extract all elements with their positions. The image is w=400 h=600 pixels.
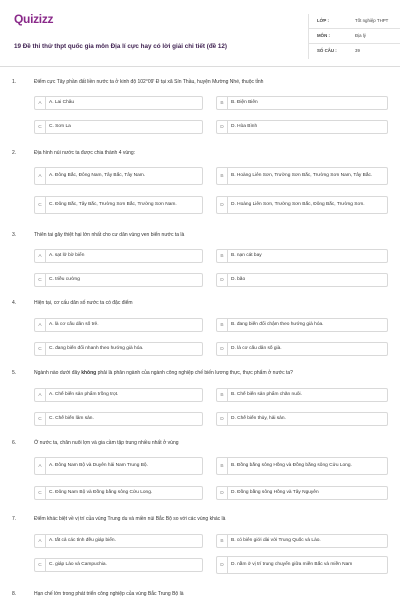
option-a[interactable]	[34, 249, 203, 263]
option-c[interactable]	[34, 412, 203, 426]
question-text	[34, 370, 388, 376]
option-letter: B	[217, 168, 228, 184]
option-text: D. Chế biến thủy, hải sản.	[231, 416, 286, 422]
option-d[interactable]	[216, 412, 388, 426]
question-text: Hiện tại, cơ cấu dân số nước ta có đặc điểm	[34, 300, 133, 306]
option-b[interactable]	[216, 534, 388, 548]
option-text: C. triều cường	[49, 277, 80, 283]
option-text: D. Đồng bằng sông Hồng và Tây Nguyên	[231, 490, 319, 496]
option-letter: C	[35, 559, 46, 571]
option-text: A. là cơ cấu dân số trẻ.	[49, 322, 99, 328]
option-text: A. Chế biến sản phẩm trồng trọt.	[49, 392, 119, 398]
option-letter: C	[35, 197, 46, 213]
option-text: A. Lai Châu	[49, 100, 75, 106]
option-letter: D	[217, 121, 228, 133]
option-a[interactable]	[34, 534, 203, 548]
option-text: A. Đông Nam Bộ và Duyên hải Nam Trung Bộ.	[49, 463, 148, 469]
option-letter: B	[217, 319, 228, 331]
option-letter: A	[35, 168, 46, 184]
option-text: D. nằm ở vị trí trung chuyển giữa miền Bắc và miền Nam	[231, 562, 353, 568]
option-d[interactable]	[216, 486, 388, 500]
option-letter: A	[35, 97, 46, 109]
option-text: C. Đông Bắc, Tây Bắc, Trường Sơn Bắc, Trường Sơn Nam.	[49, 202, 177, 208]
option-letter: D	[217, 343, 228, 355]
meta-row-question-count	[309, 44, 400, 59]
option-text: C. Đông Nam Bộ và Đồng bằng sông Cửu Long.	[49, 490, 153, 496]
question-text: Địa hình núi nước ta được chia thành 4 vùng:	[34, 150, 136, 156]
option-a[interactable]	[34, 457, 203, 475]
option-d[interactable]	[216, 196, 388, 214]
meta-row-subject	[309, 29, 400, 44]
option-b[interactable]	[216, 96, 388, 110]
option-b[interactable]	[216, 167, 388, 185]
meta-value-question-count: 39	[355, 48, 360, 53]
option-text: A. sạt lở bờ biển	[49, 253, 85, 259]
question-text: Thiên tai gây thiệt hại lớn nhất cho cư dân vùng ven biển nước ta là	[34, 232, 185, 238]
option-text: D. bão	[231, 277, 246, 283]
question-number: 3.	[12, 232, 17, 238]
option-letter: A	[35, 389, 46, 401]
header-divider	[0, 66, 400, 67]
option-letter: D	[217, 557, 228, 573]
question-text: Ở nước ta, chăn nuôi lợn và gia cầm tập trung nhiều nhất ở vùng	[34, 440, 179, 446]
option-letter: A	[35, 250, 46, 262]
option-a[interactable]	[34, 96, 203, 110]
option-b[interactable]	[216, 457, 388, 475]
option-b[interactable]	[216, 249, 388, 263]
option-letter: C	[35, 121, 46, 133]
meta-value-subject: Địa lý	[355, 33, 366, 38]
meta-label-subject: MÔN :	[317, 33, 330, 38]
option-letter: D	[217, 487, 228, 499]
option-text: B. đang biến đổi chậm theo hướng già hóa.	[231, 322, 324, 328]
meta-label-question-count: SỐ CÂU :	[317, 48, 337, 53]
option-text: B. nạn cát bay	[231, 253, 262, 259]
option-d[interactable]	[216, 120, 388, 134]
option-letter: C	[35, 413, 46, 425]
meta-row-class	[309, 14, 400, 29]
option-d[interactable]	[216, 342, 388, 356]
option-c[interactable]	[34, 486, 203, 500]
option-letter: B	[217, 250, 228, 262]
meta-value-class: Tốt nghiệp THPT	[355, 18, 389, 23]
worksheet-title: 19 Đề thi thử thpt quốc gia môn Địa lí cực hay có lời giải chi tiết (đề 12)	[14, 43, 228, 50]
question-text: Hạn chế lớn trong phát triển công nghiệp của vùng Bắc Trung Bộ là	[34, 591, 184, 597]
question-number: 7.	[12, 516, 17, 522]
question-text: Điểm cực Tây phần đất liền nước ta ở kinh độ 102°09' Đ tại xã Sín Thầu, huyện Mường Nhé, thuộc tỉnh	[34, 79, 264, 85]
option-letter: A	[35, 319, 46, 331]
option-text: B. Hoàng Liên Sơn, Trường Sơn Bắc, Trường Sơn Nam, Tây Bắc.	[231, 173, 373, 179]
option-c[interactable]	[34, 196, 203, 214]
question-number: 6.	[12, 440, 17, 446]
option-letter: B	[217, 458, 228, 474]
option-text: C. Sơn La	[49, 124, 71, 130]
option-letter: C	[35, 487, 46, 499]
option-letter: A	[35, 458, 46, 474]
meta-label-class: LỚP :	[317, 18, 329, 23]
option-c[interactable]	[34, 558, 203, 572]
question-number: 4.	[12, 300, 17, 306]
option-letter: D	[217, 274, 228, 286]
question-number: 5.	[12, 370, 17, 376]
question-text-emphasis: không	[81, 370, 97, 376]
option-b[interactable]	[216, 318, 388, 332]
option-text: C. đang biến đổi nhanh theo hướng già hóa.	[49, 346, 144, 352]
option-text: A. Đông Bắc, Đông Nam, Tây Bắc, Tây Nam.	[49, 173, 146, 179]
question-number: 8.	[12, 591, 17, 597]
question-text-part: phải là phân ngành của ngành công nghiệp chế biến lương thực, thực phẩm ở nước ta?	[96, 370, 293, 376]
question-number: 1.	[12, 79, 17, 85]
option-text: B. có biên giới dài với Trung Quốc và Lào.	[231, 538, 321, 544]
option-letter: C	[35, 274, 46, 286]
option-text: B. Chế biến sản phẩm chăn nuôi.	[231, 392, 302, 398]
meta-info-box	[308, 14, 400, 59]
option-text: C. giáp Lào và Campuchia.	[49, 562, 107, 568]
option-c[interactable]	[34, 120, 203, 134]
option-text: B. Đồng bằng sông Hồng và Đồng bằng sông Cửu Long.	[231, 463, 352, 469]
option-letter: B	[217, 535, 228, 547]
option-letter: D	[217, 413, 228, 425]
option-c[interactable]	[34, 273, 203, 287]
option-letter: D	[217, 197, 228, 213]
option-a[interactable]	[34, 167, 203, 185]
question-text: Điểm khác biệt về vị trí của vùng Trung du và miền núi Bắc Bộ so với các vùng khác là	[34, 516, 226, 522]
option-text: D. Hòa Bình	[231, 124, 258, 130]
question-number: 2.	[12, 150, 17, 156]
option-letter: C	[35, 343, 46, 355]
option-d[interactable]	[216, 273, 388, 287]
option-text: D. là cơ cấu dân số già.	[231, 346, 282, 352]
option-letter: A	[35, 535, 46, 547]
worksheet-header	[14, 10, 389, 54]
option-text: C. Chế biến lâm sản.	[49, 416, 94, 422]
option-letter: B	[217, 389, 228, 401]
option-d[interactable]	[216, 556, 388, 574]
option-c[interactable]	[34, 342, 203, 356]
option-a[interactable]	[34, 388, 203, 402]
question-text-part: Ngành nào dưới đây	[34, 370, 82, 376]
option-text: B. Điện Biên	[231, 100, 258, 106]
option-text: A. tất cả các tỉnh đều giáp biển.	[49, 538, 116, 544]
option-b[interactable]	[216, 388, 388, 402]
option-a[interactable]	[34, 318, 203, 332]
quizizz-logo[interactable]: Quizizz	[14, 12, 54, 26]
option-text: D. Hoàng Liên Sơn, Trường Sơn Bắc, Đông Bắc, Trường Sơn.	[231, 202, 365, 208]
option-letter: B	[217, 97, 228, 109]
